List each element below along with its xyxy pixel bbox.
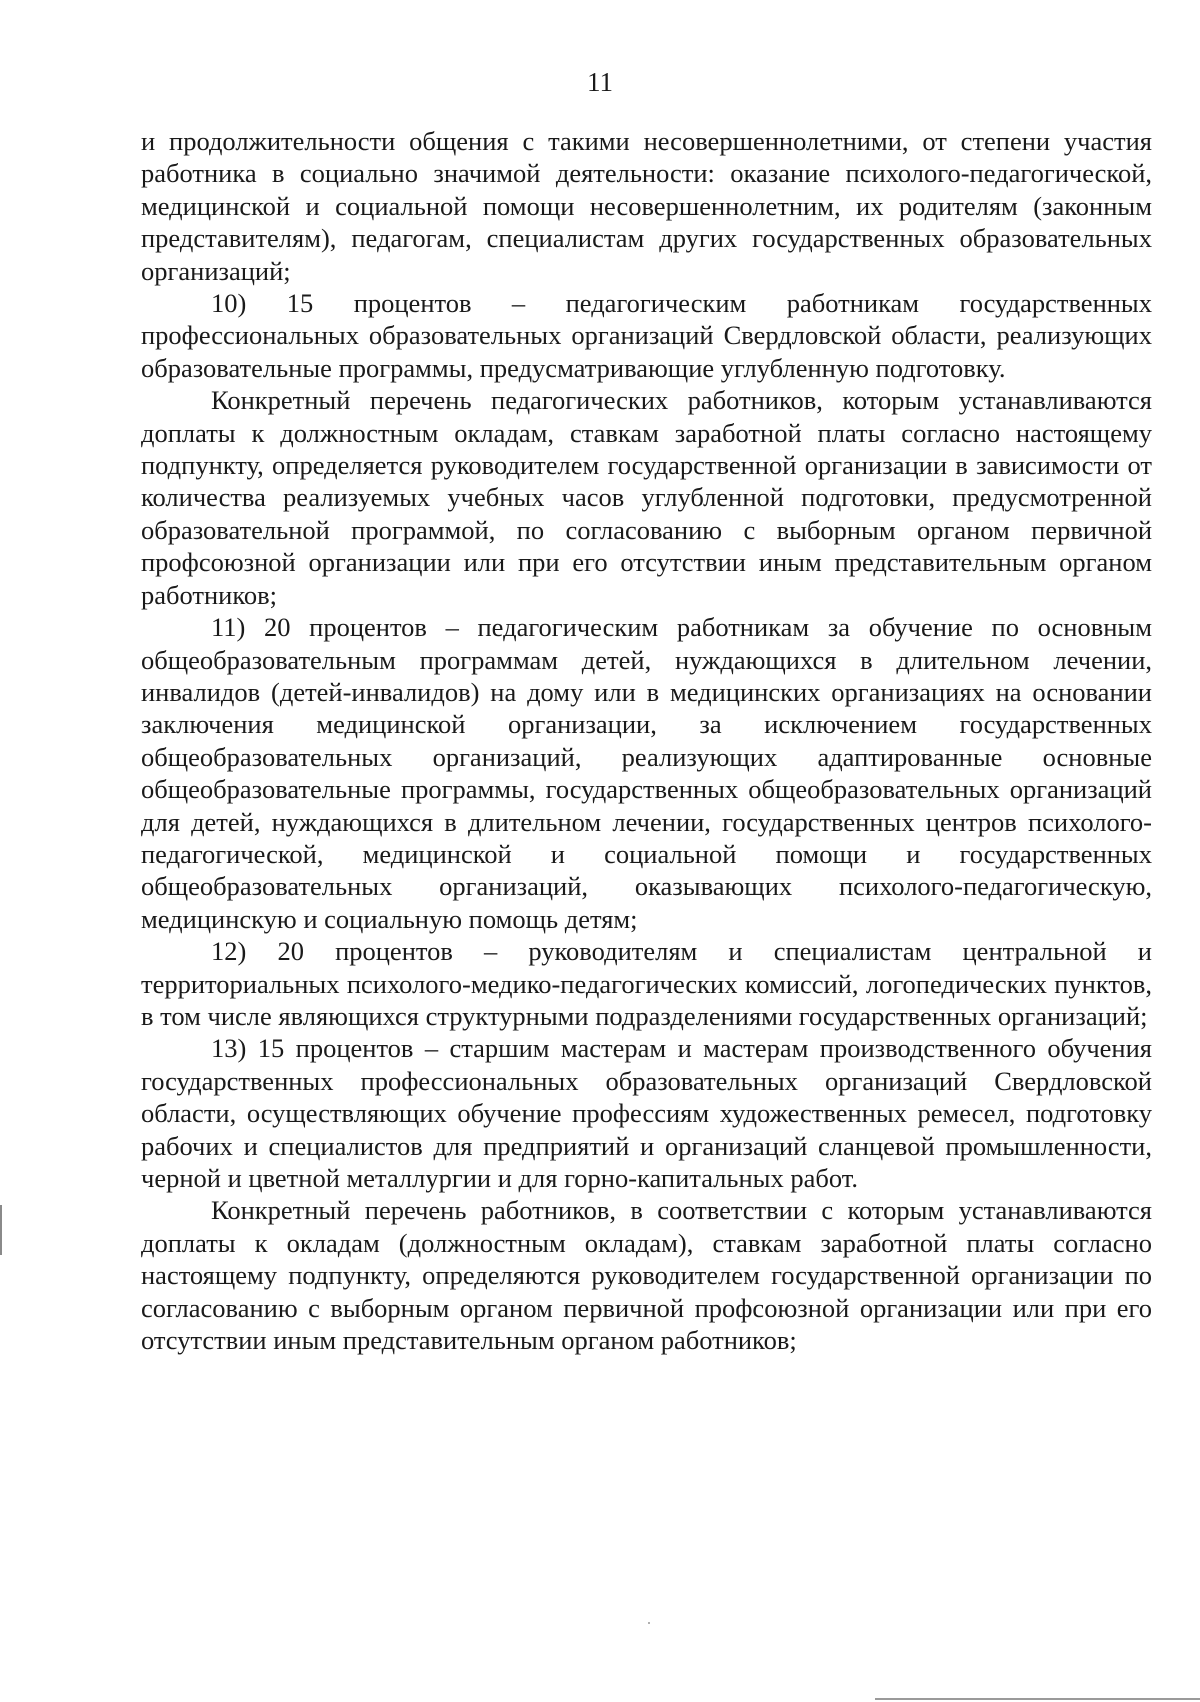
paragraph-continuation: и продолжительности общения с такими несовершеннолетними, от степени участия работника в социально значимой деятельности: оказание психолого-педагогической, медицинской и социальной помощи несовершеннолетним, их родителям (законным представителям), педагогам, специалистам других государственных образовательных организаций; bbox=[141, 126, 1152, 286]
scan-edge-line bbox=[875, 1698, 1200, 1700]
paragraph-item-13-note: Конкретный перечень работников, в соответствии с которым устанавливаются доплаты к окладам (должностным окладам), ставкам заработной платы согласно настоящему подпункту, определяются руководителем государственной организации по согласованию с выборным органом первичной профсоюзной организации или при его отсутствии иным представительным органом работников; bbox=[141, 1195, 1152, 1356]
scan-edge-mark bbox=[0, 1205, 2, 1255]
paragraph-item-13: 13) 15 процентов – старшим мастерам и мастерам производственного обучения государственных профессиональных образовательных организаций Свердловской области, осуществляющих обучение профессиям художественных ремесел, подготовку рабочих и специалистов для предприятий и организаций сланцевой промышленности, черной и цветной металлургии и для горно-капитальных работ. bbox=[141, 1033, 1152, 1193]
paragraph-item-12: 12) 20 процентов – руководителям и специалистам центральной и территориальных психолого-медико-педагогических комиссий, логопедических пунктов, в том числе являющихся структурными подразделениями государственных организаций; bbox=[141, 936, 1152, 1031]
paragraph-item-11: 11) 20 процентов – педагогическим работникам за обучение по основным общеобразовательным программам детей, нуждающихся в длительном лечении, инвалидов (детей-инвалидов) на дому или в медицинских организациях на основании заключения медицинской организации, за исключением государственных общеобразовательных организаций, реализующих адаптированные основные общеобразовательные программы, государственных общеобразовательных организаций для детей, нуждающихся в длительном лечении, государственных центров психолого-педагогической, медицинской и социальной помощи и государственных общеобразовательных организаций, оказывающих психолого-педагогическую, медицинскую и социальную помощь детям; bbox=[141, 612, 1152, 934]
document-body bbox=[141, 125, 1152, 1356]
paragraph-item-10: 10) 15 процентов – педагогическим работникам государственных профессиональных образовательных организаций Свердловской области, реализующих образовательные программы, предусматривающие углубленную подготовку. bbox=[141, 288, 1152, 383]
paragraph-item-10-note: Конкретный перечень педагогических работников, которым устанавливаются доплаты к должностным окладам, ставкам заработной платы согласно настоящему подпункту, определяется руководителем государственной организации в зависимости от количества реализуемых учебных часов углубленной подготовки, предусмотренной образовательной программой, по согласованию с выборным органом первичной профсоюзной организации или при его отсутствии иным представительным органом работников; bbox=[141, 385, 1152, 610]
scan-dust-dot bbox=[648, 1622, 650, 1624]
page-number: 11 bbox=[587, 67, 613, 97]
